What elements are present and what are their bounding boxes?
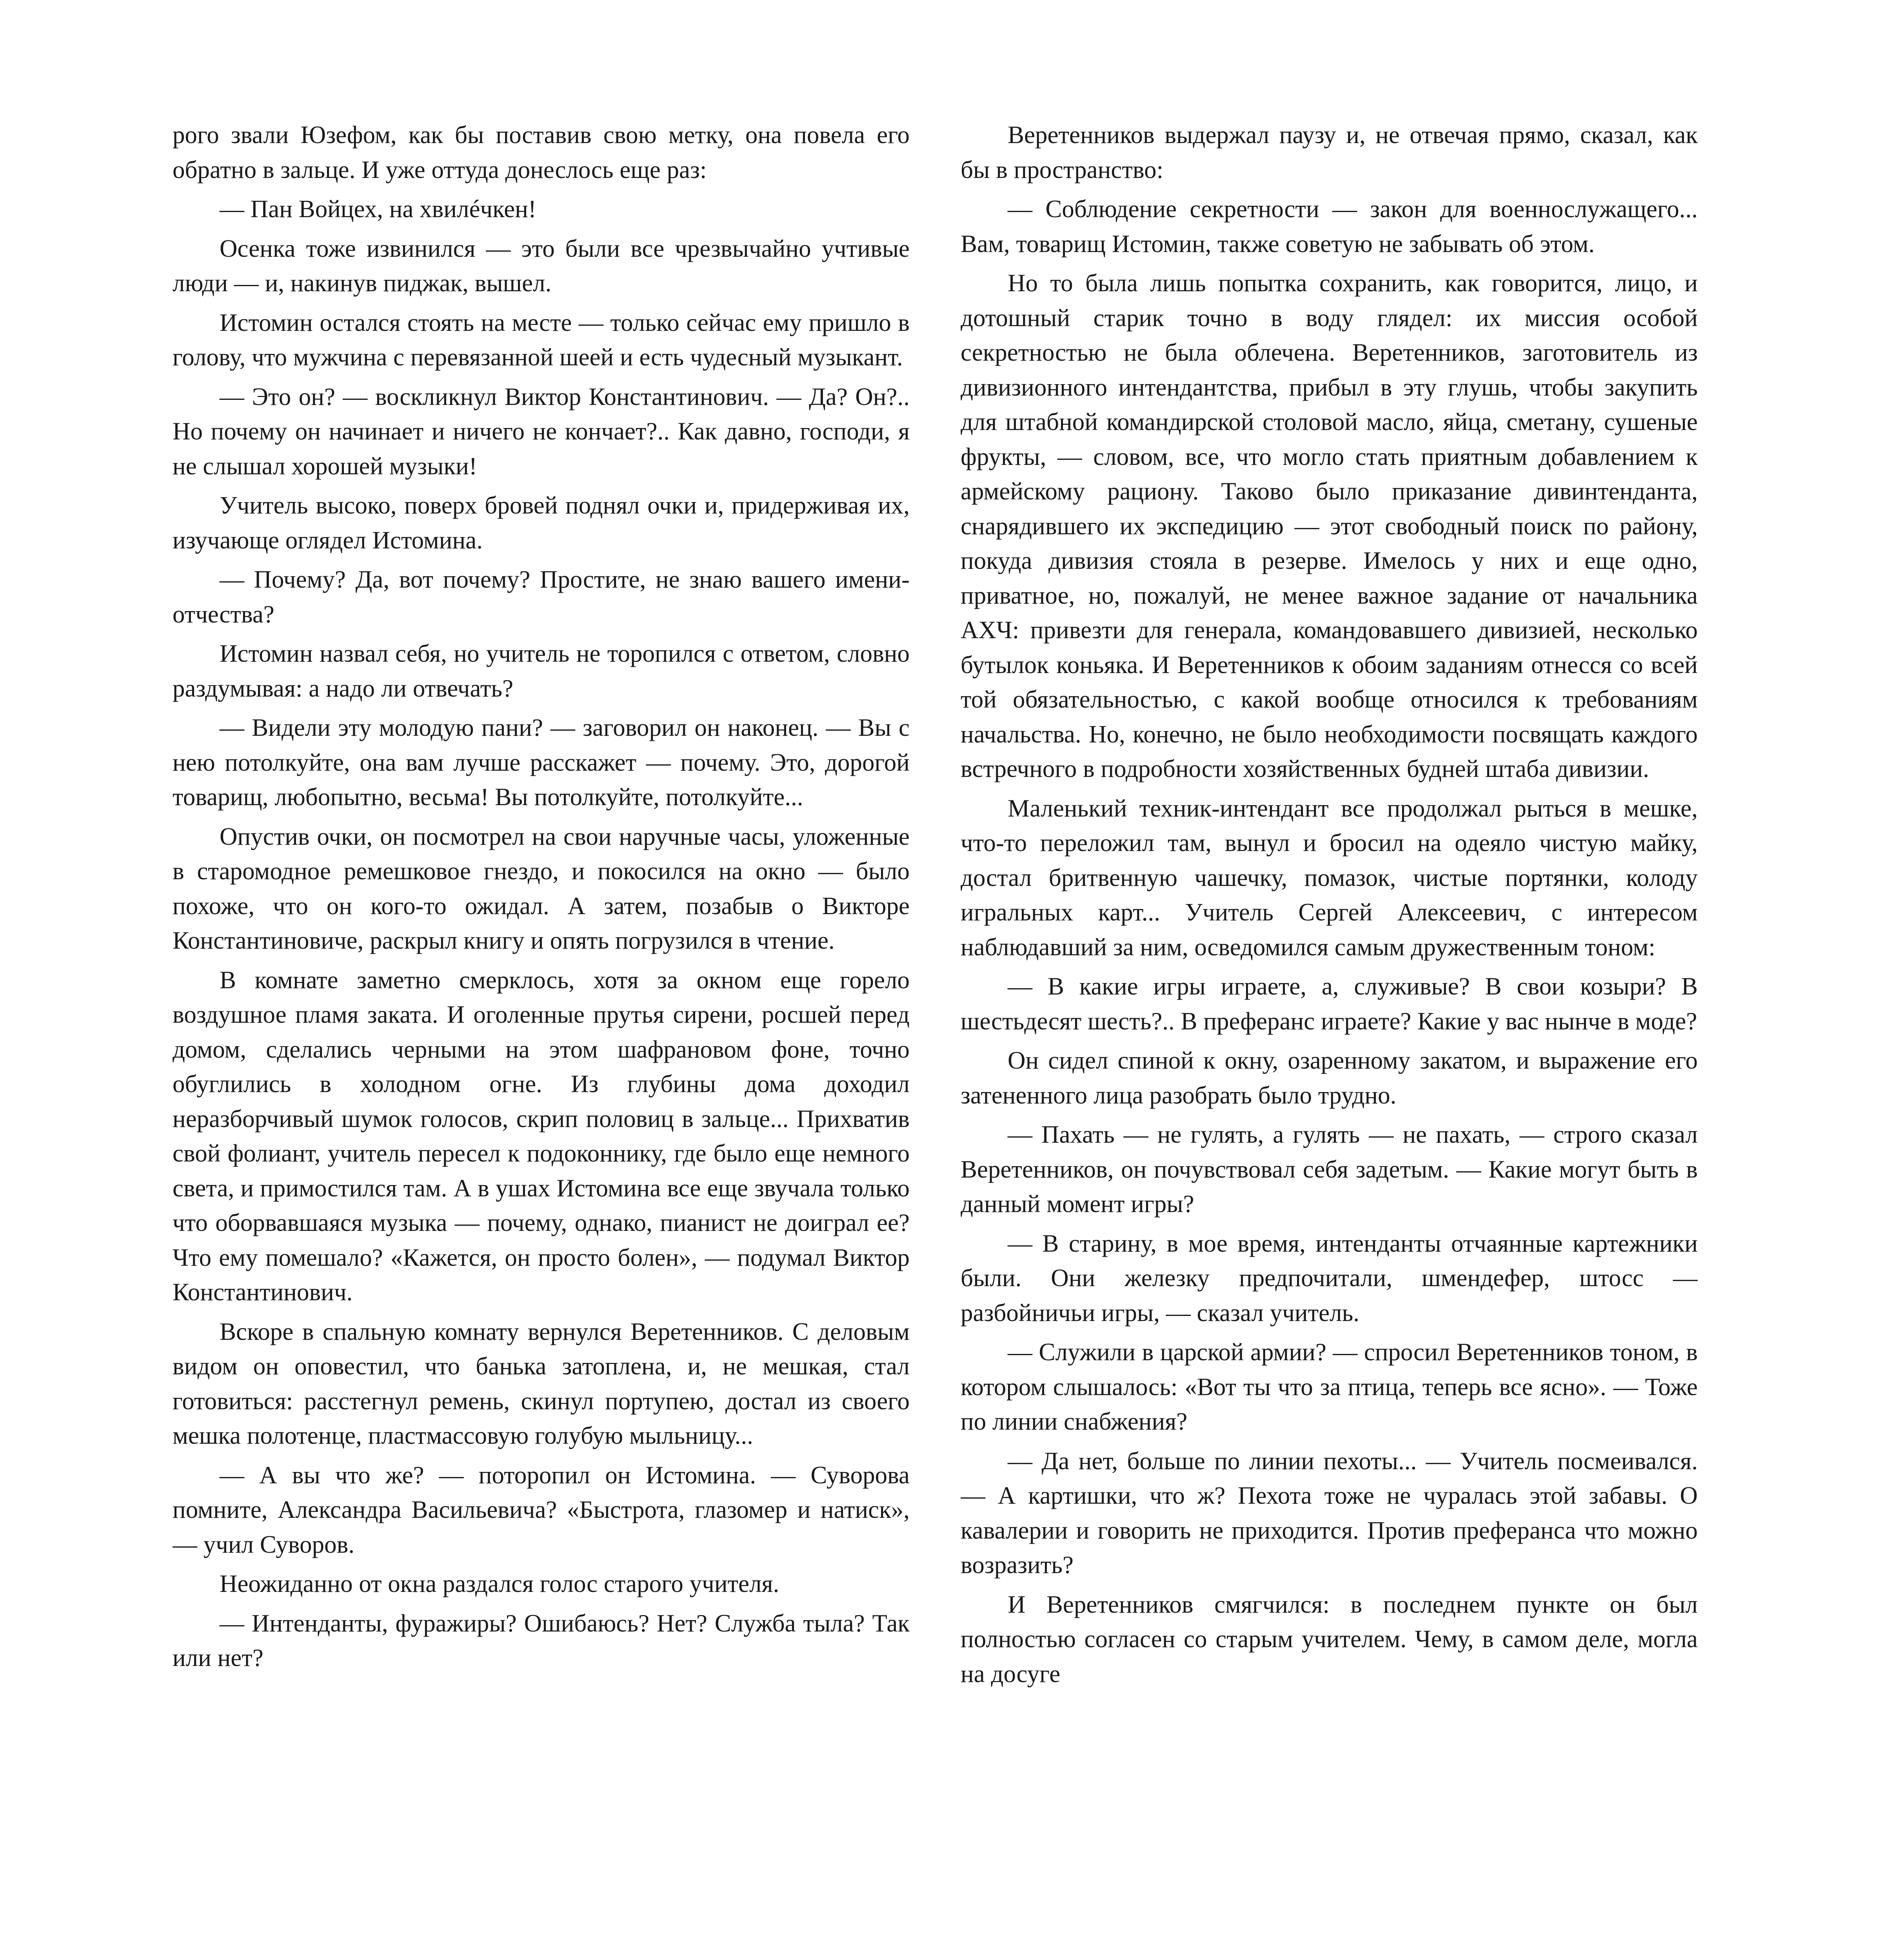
paragraph: — Пан Войцех, на хвилéчкен! <box>220 195 536 223</box>
paragraph: — В старину, в мое время, интенданты отчаянные картежники были. Они железку предпочитали, шмендефер, штосс — разбойничьи игры, — сказал учитель. <box>961 1229 1698 1327</box>
paragraph: — Почему? Да, вот почему? Простите, не знаю вашего имени-отчества? <box>173 566 910 628</box>
paragraph: И Веретенников смягчился: в последнем пункте он был полностью согласен со старым учителем. Чему, в самом деле, могла на досуге <box>961 1590 1698 1688</box>
paragraph: Истомин назвал себя, но учитель не торопился с ответом, словно раздумывая: а надо ли отвечать? <box>173 640 910 702</box>
paragraph: Вскоре в спальную комнату вернулся Веретенников. С деловым видом он оповестил, что банька затоплена, и, не мешкая, стал готовиться: расстегнул ремень, скинул портупею, достал из своего мешка полотенце, пластмассовую голубую мыльницу... <box>173 1318 910 1449</box>
paragraph: — Соблюдение секретности — закон для военнослужащего... Вам, товарищ Истомин, также советую не забывать об этом. <box>961 195 1698 258</box>
paragraph: Осенка тоже извинился — это были все чрезвычайно учтивые люди — и, накинув пиджак, вышел. <box>173 234 910 297</box>
paragraph: Но то была лишь попытка сохранить, как говорится, лицо, и дотошный старик точно в воду глядел: их миссия особой секретностью не была облечена. Веретенников, заготовитель из дивизионного интендантства, прибыл в эту глушь, чтобы закупить для штабной командирской столовой масло, яйца, сметану, сушеные фрукты, — словом, все, что могло стать приятным добавлением к армейскому рациону. Таково было приказание дивинтенданта, снарядившего их экспедицию — этот свободный поиск по району, покуда дивизия стояла в резерве. Имелось у них и еще одно, приватное, но, пожалуй, не менее важное задание от начальника АХЧ: привезти для генерала, командовавшего дивизией, несколько бутылок коньяка. И Веретенников к обоим заданиям отнесся со всей той обязательностью, с какой вообще относился к требованиям начальства. Но, конечно, не было необходимости посвящать каждого встречного в подробности хозяйственных будней штаба дивизии. <box>961 269 1698 782</box>
paragraph: — Пахать — не гулять, а гулять — не пахать, — строго сказал Веретенников, он почувствовал себя задетым. — Какие могут быть в данный момент игры? <box>961 1121 1698 1218</box>
right-text-column <box>961 118 1698 1960</box>
paragraph: Маленький техник-интендант все продолжал рыться в мешке, что-то переложил там, вынул и бросил на одеяло чистую майку, достал бритвенную чашечку, помазок, чистые портянки, колоду игральных карт... Учитель Сергей Алексеевич, с интересом наблюдавший за ним, осведомился самым дружественным тоном: <box>961 794 1698 961</box>
left-text-column <box>173 118 910 1960</box>
paragraph: Истомин остался стоять на месте — только сейчас ему пришло в голову, что мужчина с перевязанной шеей и есть чудесный музыкант. <box>173 309 910 371</box>
paragraph: — Да нет, больше по линии пехоты... — Учитель посмеивался. — А картишки, что ж? Пехота тоже не чуралась этой забавы. О кавалерии и говорить не приходится. Против преферанса что можно возразить? <box>961 1447 1698 1579</box>
paragraph: Неожиданно от окна раздался голос старого учителя. <box>220 1570 779 1597</box>
paragraph: В комнате заметно смерклось, хотя за окном еще горело воздушное пламя заката. И оголенные прутья сирени, росшей перед домом, сделались черными на этом шафрановом фоне, точно обуглились в холодном огне. Из глубины дома доходил неразборчивый шумок голосов, скрип половиц в зальце... Прихватив свой фолиант, учитель пересел к подоконнику, где было еще немного света, и примостился там. А в ушах Истомина все еще звучала только что оборвавшаяся музыка — почему, однако, пианист не доиграл ее? Что ему помешало? «Кажется, он просто болен», — подумал Виктор Константинович. <box>173 966 910 1306</box>
paragraph: — Интенданты, фуражиры? Ошибаюсь? Нет? Служба тыла? Так или нет? <box>173 1609 910 1671</box>
paragraph: — А вы что же? — поторопил он Истомина. — Суворова помните, Александра Васильевича? «Быстрота, глазомер и натиск», — учил Суворов. <box>173 1461 910 1558</box>
paragraph: — Служили в царской армии? — спросил Веретенников тоном, в котором слышалось: «Вот ты что за птица, теперь все ясно». — Тоже по линии снабжения? <box>961 1338 1698 1435</box>
paragraph: — Видели эту молодую пани? — заговорил он наконец. — Вы с нею потолкуйте, она вам лучше расскажет — почему. Это, дорогой товарищ, любопытно, весьма! Вы потолкуйте, потолкуйте... <box>173 714 910 811</box>
paragraph: — В какие игры играете, а, служивые? В свои козыри? В шестьдесят шесть?.. В преферанс играете? Какие у вас нынче в моде? <box>961 973 1698 1035</box>
paragraph: Веретенников выдержал паузу и, не отвечая прямо, сказал, как бы в пространство: <box>961 121 1698 183</box>
paragraph: — Это он? — воскликнул Виктор Константинович. — Да? Он?.. Но почему он начинает и ничего не кончает?.. Как давно, господи, я не слышал хорошей музыки! <box>173 383 910 480</box>
paragraph: Опустив очки, он посмотрел на свои наручные часы, уложенные в старомодное ремешковое гнездо, и покосился на окно — было похоже, что он кого-то ожидал. А затем, позабыв о Викторе Константиновиче, раскрыл книгу и опять погрузился в чтение. <box>173 822 910 954</box>
paragraph: Он сидел спиной к окну, озаренному закатом, и выражение его затененного лица разобрать было трудно. <box>961 1047 1698 1109</box>
paragraph: Учитель высоко, поверх бровей поднял очки и, придерживая их, изучающе оглядел Истомина. <box>173 492 910 554</box>
paragraph: рого звали Юзефом, как бы поставив свою метку, она повела его обратно в зальце. И уже оттуда донеслось еще раз: <box>173 121 910 183</box>
